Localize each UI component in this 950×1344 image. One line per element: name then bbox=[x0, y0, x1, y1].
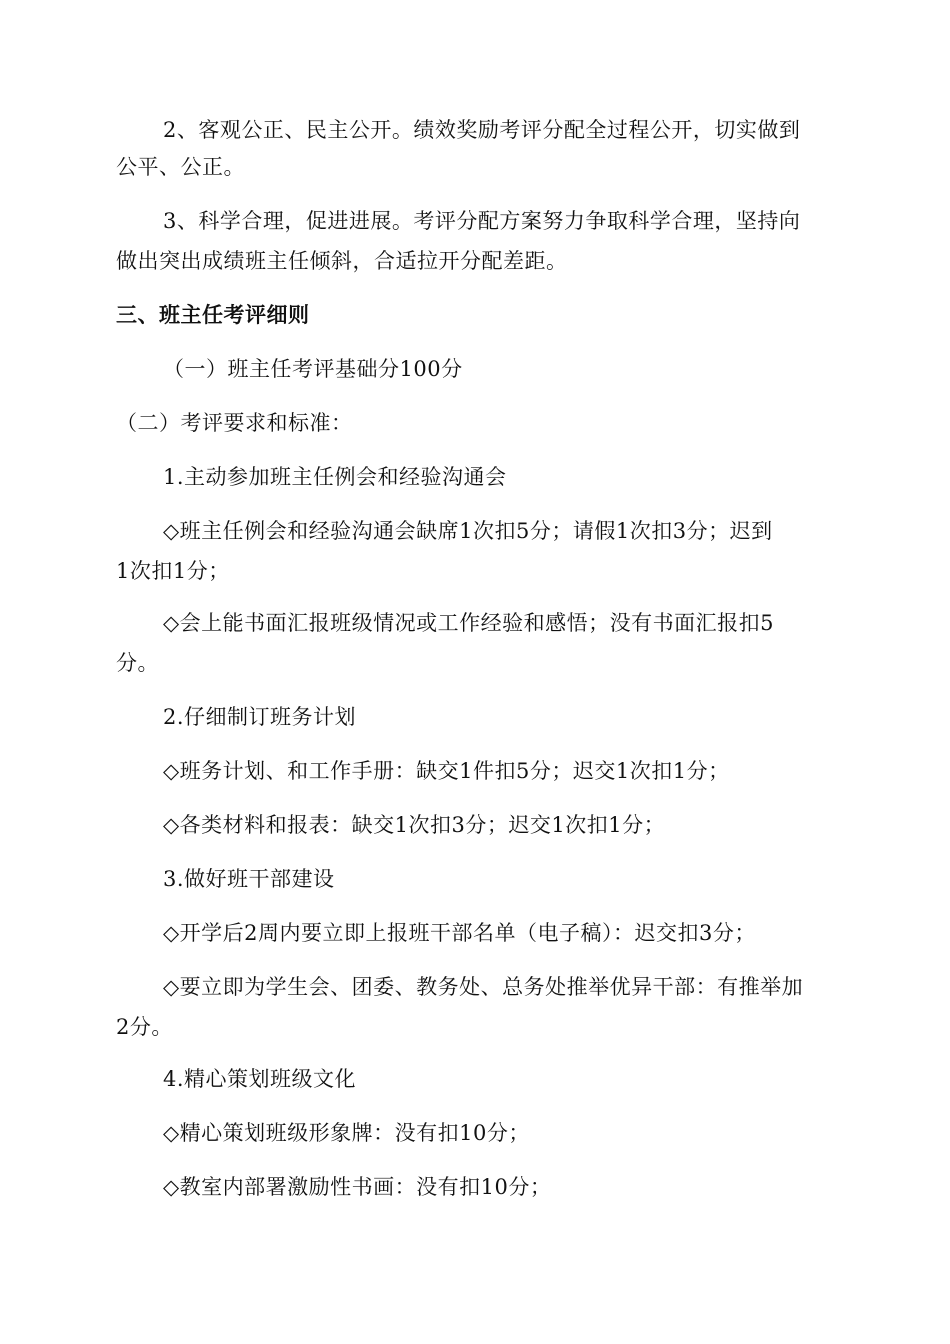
paragraph-line: 4.精心策划班级文化 bbox=[163, 1067, 357, 1091]
paragraph-line: ◇各类材料和报表：缺交1次扣3分；迟交1次扣1分； bbox=[163, 813, 666, 837]
paragraph-line: ◇开学后2周内要立即上报班干部名单（电子稿）：迟交扣3分； bbox=[163, 921, 756, 945]
paragraph-line: ◇教室内部署激励性书画：没有扣10分； bbox=[163, 1175, 552, 1199]
paragraph-line: 2分。 bbox=[116, 1015, 173, 1039]
paragraph-line: ◇精心策划班级形象牌：没有扣10分； bbox=[163, 1121, 530, 1145]
paragraph-line: ◇要立即为学生会、团委、教务处、总务处推举优异干部：有推举加 bbox=[163, 975, 804, 999]
paragraph-line: 1次扣1分； bbox=[116, 559, 230, 583]
paragraph-line: （一）班主任考评基础分100分 bbox=[163, 357, 463, 381]
section-heading: 三、班主任考评细则 bbox=[116, 302, 310, 327]
paragraph-line: 1.主动参加班主任例会和经验沟通会 bbox=[163, 465, 507, 489]
paragraph-line: 2、客观公正、民主公开。绩效奖励考评分配全过程公开，切实做到 bbox=[163, 118, 801, 142]
paragraph-line: 2.仔细制订班务计划 bbox=[163, 705, 357, 729]
paragraph-line: ◇班主任例会和经验沟通会缺席1次扣5分；请假1次扣3分；迟到 bbox=[163, 519, 773, 543]
paragraph-line: 3.做好班干部建设 bbox=[163, 867, 335, 891]
paragraph-line: ◇班务计划、和工作手册：缺交1件扣5分；迟交1次扣1分； bbox=[163, 759, 730, 783]
paragraph-line: 公平、公正。 bbox=[116, 155, 245, 179]
paragraph-line: ◇会上能书面汇报班级情况或工作经验和感悟；没有书面汇报扣5 bbox=[163, 611, 775, 635]
paragraph-line: 分。 bbox=[116, 651, 159, 675]
paragraph-line: （二）考评要求和标准： bbox=[116, 411, 353, 435]
paragraph-line: 3、科学合理，促进进展。考评分配方案努力争取科学合理，坚持向 bbox=[163, 209, 801, 233]
paragraph-line: 做出突出成绩班主任倾斜，合适拉开分配差距。 bbox=[116, 249, 568, 273]
